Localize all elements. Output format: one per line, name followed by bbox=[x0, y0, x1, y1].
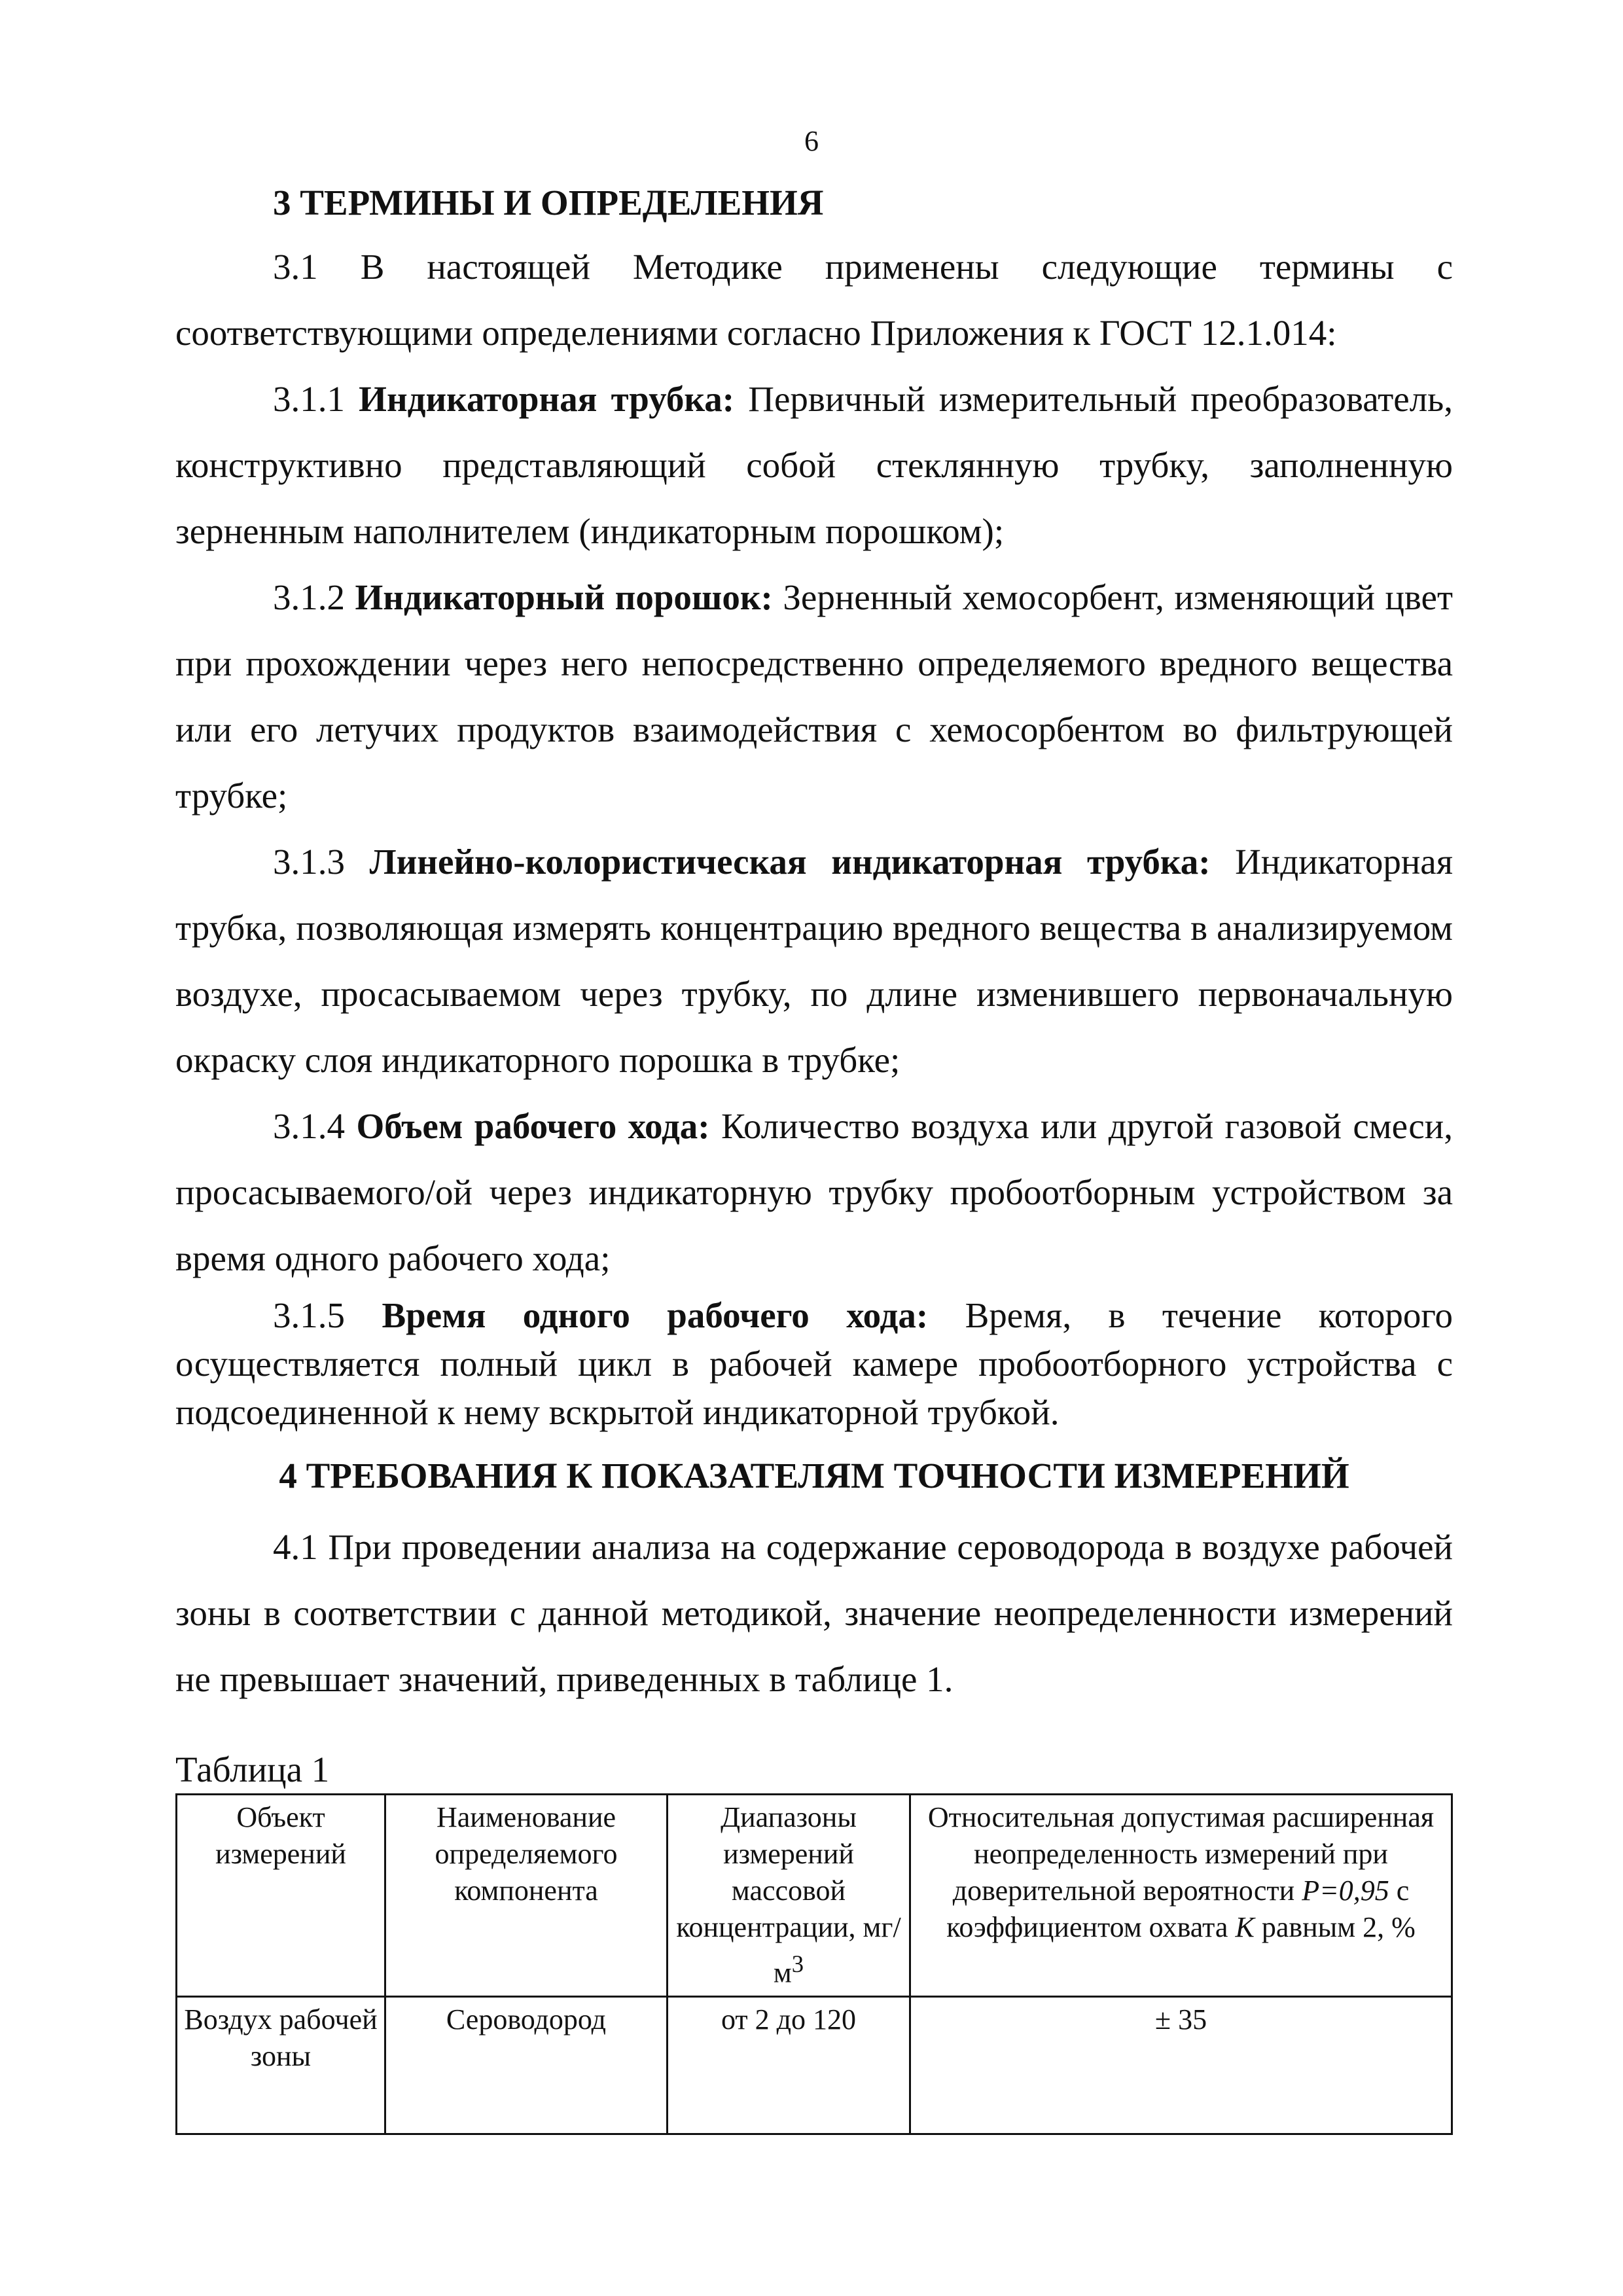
cell-object: Воздух рабочей зоны bbox=[177, 1996, 385, 2134]
term-name: Линейно-колористическая индикаторная трубка: bbox=[369, 842, 1211, 882]
header-uncertainty-text: равным 2, % bbox=[1254, 1911, 1416, 1943]
term-number: 3.1.1 bbox=[273, 379, 359, 419]
term-3-1-5 bbox=[175, 1291, 1453, 1437]
header-range bbox=[668, 1795, 910, 1997]
term-number: 3.1.2 bbox=[273, 577, 355, 617]
term-number: 3.1.4 bbox=[273, 1106, 357, 1146]
term-name: Индикаторная трубка: bbox=[359, 379, 735, 419]
section-3 bbox=[175, 171, 1453, 1437]
term-definition: Время, в течение которого осуществляется полный цикл в рабочей камере пробоотборного устройства с подсоединенной к нему вскрытой индикаторной трубкой. bbox=[175, 1295, 1454, 1432]
header-uncertainty bbox=[910, 1795, 1452, 1997]
section-3-title: 3 ТЕРМИНЫ И ОПРЕДЕЛЕНИЯ bbox=[273, 183, 824, 223]
term-3-1-1 bbox=[175, 366, 1453, 564]
header-object: Объект измерений bbox=[177, 1795, 385, 1997]
term-name: Время одного рабочего хода: bbox=[382, 1295, 929, 1335]
paragraph-3-1: 3.1 В настоящей Методике применены следующие термины с соответствующими определениями согласно Приложения к ГОСТ 12.1.014: bbox=[175, 247, 1453, 353]
section-4 bbox=[175, 1450, 1453, 1712]
term-3-1-4 bbox=[175, 1093, 1453, 1291]
coverage-factor: K bbox=[1235, 1911, 1255, 1943]
table-1 bbox=[175, 1793, 1453, 2135]
paragraph-4-1: 4.1 При проведении анализа на содержание сероводорода в воздухе рабочей зоны в соответствии с данной методикой, значение неопределенности измерений не превышает значений, приведенных в таблице 1. bbox=[175, 1527, 1453, 1699]
header-range-text: Диапазоны измерений массовой концентрации, мг/м bbox=[676, 1801, 901, 1989]
cell-component: Сероводород bbox=[385, 1996, 668, 2134]
term-definition: Зерненный хемосорбент, изменяющий цвет при прохождении через него непосредственно определяемого вредного вещества или его летучих продуктов взаимодействия с хемосорбентом во фильтрующей трубке; bbox=[175, 577, 1453, 816]
table-row bbox=[177, 1996, 1452, 2134]
header-component: Наименование определяемого компонента bbox=[385, 1795, 668, 1997]
table-header-row bbox=[177, 1795, 1452, 1997]
term-name: Индикаторный порошок: bbox=[355, 577, 773, 617]
section-4-title: 4 ТРЕБОВАНИЯ К ПОКАЗАТЕЛЯМ ТОЧНОСТИ ИЗМЕРЕНИЙ bbox=[279, 1456, 1349, 1496]
term-definition: Количество воздуха или другой газовой смеси, просасываемого/ой через индикаторную трубку пробоотборным устройством за время одного рабочего хода; bbox=[175, 1106, 1453, 1278]
term-number: 3.1.5 bbox=[273, 1295, 382, 1335]
term-3-1-3 bbox=[175, 829, 1453, 1093]
page-number: 6 bbox=[804, 125, 819, 157]
cell-uncertainty: ± 35 bbox=[910, 1996, 1452, 2134]
term-name: Объем рабочего хода: bbox=[356, 1106, 710, 1146]
term-3-1-2 bbox=[175, 564, 1453, 829]
cell-range: от 2 до 120 bbox=[668, 1996, 910, 2134]
header-uncertainty-text: с коэффициентом охвата bbox=[946, 1874, 1410, 1943]
term-definition: Индикаторная трубка, позволяющая измерять концентрацию вредного вещества в анализируемом воздухе, просасываемом через трубку, по длине изменившего первоначальную окраску слоя индикаторного порошка в трубке; bbox=[175, 842, 1454, 1080]
probability-value: P=0,95 bbox=[1302, 1874, 1389, 1907]
header-uncertainty-text: Относительная допустимая расширенная неопределенность измерений при доверительной вероятности bbox=[927, 1801, 1435, 1907]
term-definition: Первичный измерительный преобразователь, конструктивно представляющий собой стеклянную трубку, заполненную зерненным наполнителем (индикаторным порошком); bbox=[175, 379, 1454, 551]
table-caption: Таблица 1 bbox=[175, 1749, 330, 1789]
term-number: 3.1.3 bbox=[273, 842, 370, 882]
unit-superscript: 3 bbox=[791, 1950, 804, 1977]
